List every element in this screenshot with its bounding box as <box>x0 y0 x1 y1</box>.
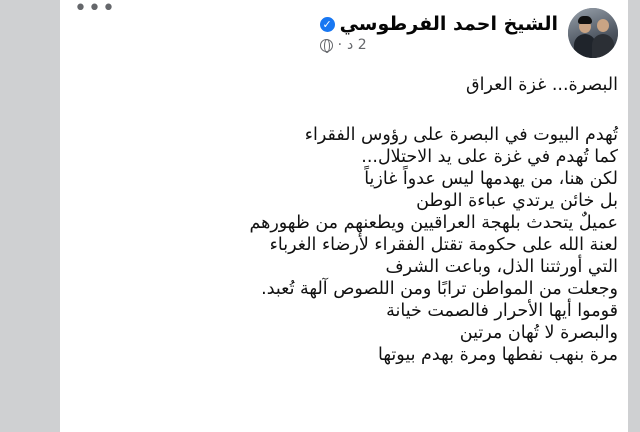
post-line: والبصرة لا تُهان مرتين <box>459 323 618 343</box>
post-line: بل خائن يرتدي عباءة الوطن <box>416 191 618 211</box>
avatar[interactable] <box>568 8 618 58</box>
verified-badge-icon: ✓ <box>320 17 335 32</box>
post-line: لكن هنا، من يهدمها ليس عدواً غازياً <box>364 169 618 189</box>
post-line: عميلٌ يتحدث بلهجة العراقيين ويطعنهم من ظهورهم <box>249 213 618 233</box>
author-info <box>320 13 558 53</box>
post-time[interactable]: 2 د <box>347 37 367 53</box>
more-options-icon[interactable]: ••• <box>74 0 116 21</box>
post-line: التي أورثتنا الذل، وباعت الشرف <box>385 257 618 277</box>
post-body <box>78 70 618 366</box>
post-card <box>60 0 628 432</box>
post-line: كما تُهدم في غزة على يد الاحتلال... <box>361 147 618 167</box>
author-name[interactable]: الشيخ احمد الفرطوسي <box>339 13 558 35</box>
post-header <box>320 0 618 66</box>
globe-icon[interactable] <box>320 39 333 52</box>
post-line: مرة بنهب نفطها ومرة بهدم بيوتها <box>378 345 618 365</box>
post-title: البصرة... غزة العراق <box>466 75 618 95</box>
post-meta <box>320 37 367 53</box>
post-line: وجعلت من المواطن ترابًا ومن اللصوص آلهة تُعبد. <box>261 279 618 299</box>
post-line: تُهدم البيوت في البصرة على رؤوس الفقراء <box>304 125 618 145</box>
post-line: لعنة الله على حكومة تقتل الفقراء لأرضاء الغرباء <box>269 235 618 255</box>
meta-separator: · <box>337 37 343 53</box>
post-line: قوموا أيها الأحرار فالصمت خيانة <box>386 301 618 321</box>
